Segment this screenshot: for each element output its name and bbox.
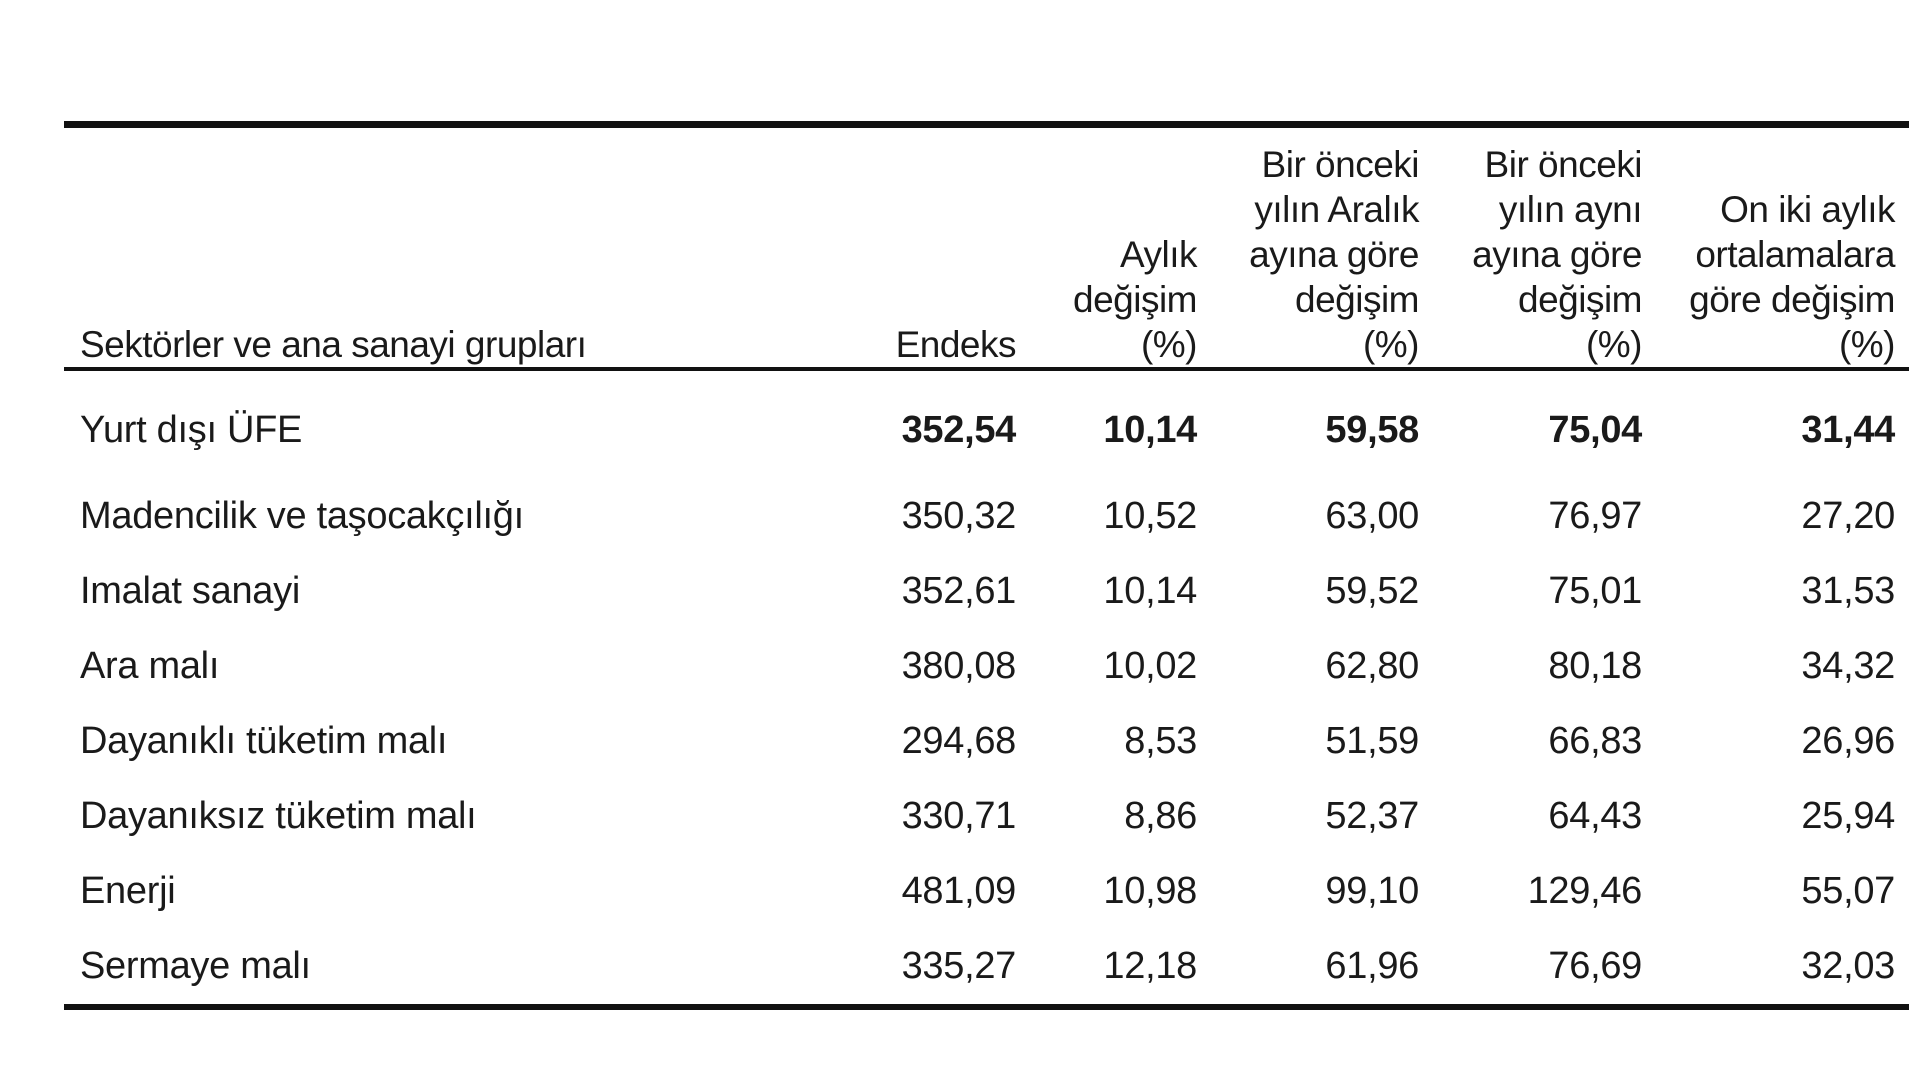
header-sector: Sektörler ve ana sanayi grupları xyxy=(80,324,587,365)
cell-value: 352,54 xyxy=(901,408,1016,451)
row-label: Dayanıksız tüketim malı xyxy=(80,795,477,837)
cell-value: 61,96 xyxy=(1325,945,1419,987)
header-change-vs-december: Bir önceki yılın Aralık ayına göre değişim (%) xyxy=(1249,144,1419,365)
table-row xyxy=(64,929,1909,1007)
cell-value: 8,53 xyxy=(1124,720,1197,762)
table-row xyxy=(64,629,1909,704)
table-row xyxy=(64,704,1909,779)
header-row xyxy=(64,125,1909,370)
cell-value: 62,80 xyxy=(1325,645,1419,687)
table-row xyxy=(64,779,1909,854)
cell-value: 10,14 xyxy=(1103,570,1197,612)
row-label: Madencilik ve taşocakçılığı xyxy=(80,495,524,537)
cell-value: 129,46 xyxy=(1527,870,1642,912)
cell-value: 31,44 xyxy=(1801,408,1895,451)
header-change-vs-same-month: Bir önceki yılın aynı ayına göre değişim (%) xyxy=(1472,144,1642,365)
cell-value: 294,68 xyxy=(901,720,1016,762)
cell-value: 25,94 xyxy=(1801,795,1895,837)
cell-value: 76,97 xyxy=(1548,495,1642,537)
cell-value: 80,18 xyxy=(1548,645,1642,687)
row-label: Yurt dışı ÜFE xyxy=(80,408,303,451)
cell-value: 66,83 xyxy=(1548,720,1642,762)
header-monthly-change: Aylık değişim (%) xyxy=(1073,234,1197,365)
cell-value: 59,52 xyxy=(1325,570,1419,612)
cell-value: 350,32 xyxy=(901,495,1016,537)
cell-value: 10,52 xyxy=(1103,495,1197,537)
table-row xyxy=(64,369,1909,479)
cell-value: 27,20 xyxy=(1801,495,1895,537)
cell-value: 32,03 xyxy=(1801,945,1895,987)
cell-value: 10,14 xyxy=(1103,408,1197,451)
cell-value: 76,69 xyxy=(1548,945,1642,987)
cell-value: 34,32 xyxy=(1801,645,1895,687)
row-label: Imalat sanayi xyxy=(80,570,300,612)
cell-value: 99,10 xyxy=(1325,870,1419,912)
cell-value: 335,27 xyxy=(901,945,1016,987)
cell-value: 352,61 xyxy=(901,570,1016,612)
cell-value: 51,59 xyxy=(1325,720,1419,762)
cell-value: 10,02 xyxy=(1103,645,1197,687)
ufe-table-container xyxy=(64,121,1895,1010)
cell-value: 481,09 xyxy=(901,870,1016,912)
cell-value: 64,43 xyxy=(1548,795,1642,837)
header-index: Endeks xyxy=(895,324,1016,365)
row-label: Sermaye malı xyxy=(80,945,311,987)
table-row xyxy=(64,554,1909,629)
cell-value: 31,53 xyxy=(1801,570,1895,612)
cell-value: 330,71 xyxy=(901,795,1016,837)
cell-value: 8,86 xyxy=(1124,795,1197,837)
row-label: Enerji xyxy=(80,870,176,912)
ufe-table xyxy=(64,121,1909,1010)
cell-value: 75,01 xyxy=(1548,570,1642,612)
row-label: Ara malı xyxy=(80,645,220,687)
cell-value: 59,58 xyxy=(1325,408,1419,451)
table-header xyxy=(64,125,1909,370)
table-row xyxy=(64,854,1909,929)
cell-value: 55,07 xyxy=(1801,870,1895,912)
cell-value: 63,00 xyxy=(1325,495,1419,537)
table-body xyxy=(64,369,1909,1007)
cell-value: 12,18 xyxy=(1103,945,1197,987)
cell-value: 26,96 xyxy=(1801,720,1895,762)
cell-value: 52,37 xyxy=(1325,795,1419,837)
header-twelve-month-average: On iki aylık ortalamalara göre değişim (%) xyxy=(1689,189,1895,365)
row-label: Dayanıklı tüketim malı xyxy=(80,720,448,762)
cell-value: 75,04 xyxy=(1548,408,1642,451)
cell-value: 380,08 xyxy=(901,645,1016,687)
table-row xyxy=(64,479,1909,554)
cell-value: 10,98 xyxy=(1103,870,1197,912)
